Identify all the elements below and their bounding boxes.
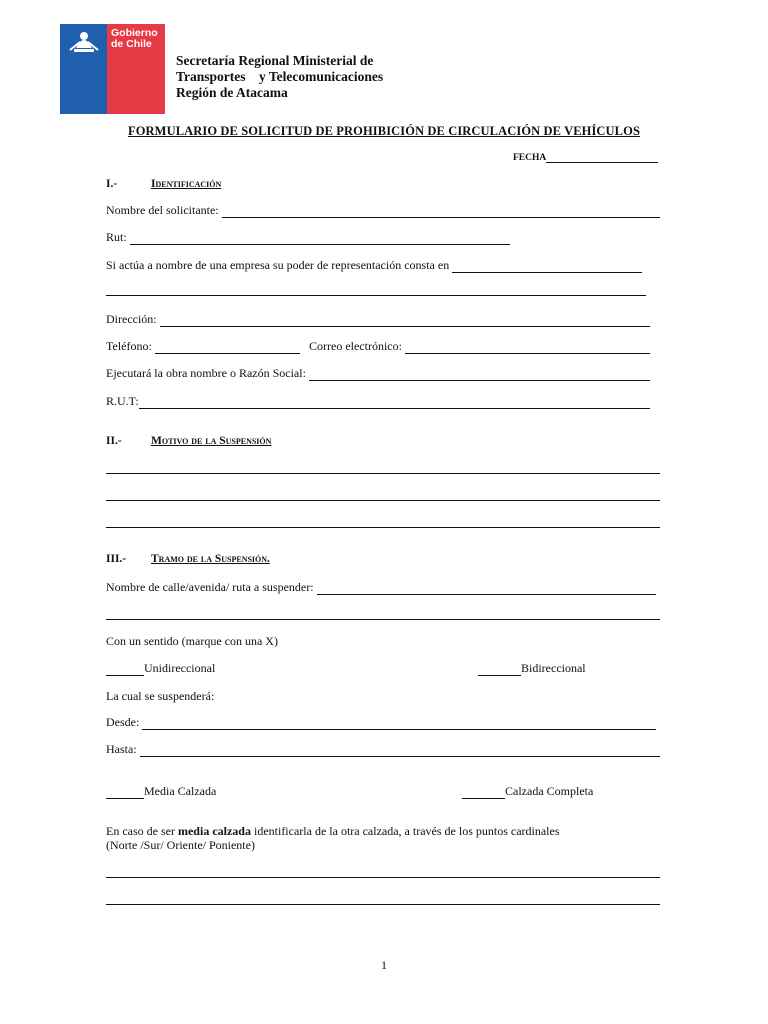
- cardinal-line-1[interactable]: [106, 877, 660, 878]
- nombre-line[interactable]: [222, 205, 660, 218]
- hasta-field[interactable]: [106, 742, 660, 757]
- rut2-label: R.U.T:: [106, 394, 139, 408]
- suspendera-label: La cual se suspenderá:: [106, 689, 215, 703]
- section3-title: Tramo de la Suspensión.: [151, 553, 270, 565]
- correo-line[interactable]: [405, 341, 650, 354]
- logo-text: [111, 28, 158, 50]
- nombre-field[interactable]: [106, 203, 660, 218]
- bidireccional-option[interactable]: [478, 661, 586, 676]
- motivo-line-2[interactable]: [106, 500, 660, 501]
- razon-social-line[interactable]: [309, 368, 650, 381]
- bidireccional-label: Bidireccional: [521, 661, 586, 675]
- telefono-line[interactable]: [155, 341, 300, 354]
- org-line3: Región de Atacama: [176, 85, 288, 100]
- calzada-completa-label: Calzada Completa: [505, 784, 594, 798]
- direccion-field[interactable]: [106, 312, 650, 327]
- unidireccional-checkline[interactable]: [106, 663, 144, 676]
- empresa-line-2[interactable]: [106, 295, 646, 296]
- org-line2: Transportes y Telecomunicaciones: [176, 69, 384, 84]
- telefono-label: Teléfono:: [106, 339, 155, 353]
- calle-field[interactable]: [106, 580, 656, 595]
- desde-field[interactable]: [106, 715, 656, 730]
- direccion-label: Dirección:: [106, 312, 160, 326]
- hasta-label: Hasta:: [106, 742, 140, 756]
- desde-line[interactable]: [142, 717, 656, 730]
- form-title: FORMULARIO DE SOLICITUD DE PROHIBICIÓN DE CIRCULACIÓN DE VEHÍCULOS: [128, 124, 640, 138]
- section2-number: II.-: [106, 435, 122, 447]
- rut2-field[interactable]: [106, 394, 650, 409]
- bidireccional-checkline[interactable]: [478, 663, 521, 676]
- calle-line-2[interactable]: [106, 619, 660, 620]
- section1-number: I.-: [106, 178, 118, 190]
- media-calzada-option[interactable]: [106, 784, 216, 799]
- nota-bold: media calzada: [177, 824, 251, 838]
- rut-field[interactable]: [106, 230, 510, 245]
- section1-title: Identificación: [151, 178, 222, 190]
- hasta-line[interactable]: [140, 744, 660, 757]
- logo-line2: de Chile: [111, 38, 152, 50]
- logo-red-block: [107, 24, 165, 114]
- calle-label: Nombre de calle/avenida/ ruta a suspender:: [106, 580, 317, 594]
- cardinal-line-2[interactable]: [106, 904, 660, 905]
- org-line1: Secretaría Regional Ministerial de: [176, 53, 374, 68]
- calzada-completa-option[interactable]: [462, 784, 593, 799]
- gobierno-de-chile-logo: [60, 24, 165, 114]
- nota-line-1: [106, 824, 560, 839]
- logo-line1: Gobierno: [111, 27, 158, 39]
- calle-line[interactable]: [317, 582, 656, 595]
- empresa-line[interactable]: [452, 260, 642, 273]
- rut-label: Rut:: [106, 230, 130, 244]
- fecha-field[interactable]: [513, 152, 658, 163]
- section2-title: Motivo de la Suspensión: [151, 435, 272, 447]
- rut-line[interactable]: [130, 232, 510, 245]
- section3-number: III.-: [106, 553, 127, 565]
- nombre-label: Nombre del solicitante:: [106, 203, 222, 217]
- correo-label: Correo electrónico:: [309, 339, 405, 353]
- motivo-line-3[interactable]: [106, 527, 660, 528]
- empresa-field[interactable]: [106, 258, 642, 273]
- razon-social-label: Ejecutará la obra nombre o Razón Social:: [106, 366, 309, 380]
- telefono-field[interactable]: [106, 339, 300, 354]
- nota-prefix: En caso de ser: [106, 824, 178, 838]
- empresa-label: Si actúa a nombre de una empresa su poder de representación consta en: [106, 258, 453, 272]
- direccion-line[interactable]: [160, 314, 650, 327]
- unidireccional-option[interactable]: [106, 661, 215, 676]
- unidireccional-label: Unidireccional: [144, 661, 216, 675]
- correo-field[interactable]: [309, 339, 650, 354]
- calzada-completa-checkline[interactable]: [462, 786, 505, 799]
- coat-of-arms-icon: [66, 28, 102, 54]
- media-calzada-checkline[interactable]: [106, 786, 144, 799]
- desde-label: Desde:: [106, 715, 143, 729]
- motivo-line-1[interactable]: [106, 473, 660, 474]
- page-number: 1: [381, 958, 387, 972]
- fecha-label: FECHA: [513, 153, 547, 163]
- rut2-line[interactable]: [139, 396, 650, 409]
- logo-blue-block: [60, 24, 107, 114]
- fecha-line[interactable]: [546, 152, 658, 163]
- media-calzada-label: Media Calzada: [144, 784, 217, 798]
- sentido-label: Con un sentido (marque con una X): [106, 634, 278, 648]
- razon-social-field[interactable]: [106, 366, 650, 381]
- nota-suffix: identificarla de la otra calzada, a través de los puntos cardinales: [250, 824, 560, 838]
- nota-line-2: (Norte /Sur/ Oriente/ Poniente): [106, 838, 255, 852]
- organization-name: [176, 53, 383, 101]
